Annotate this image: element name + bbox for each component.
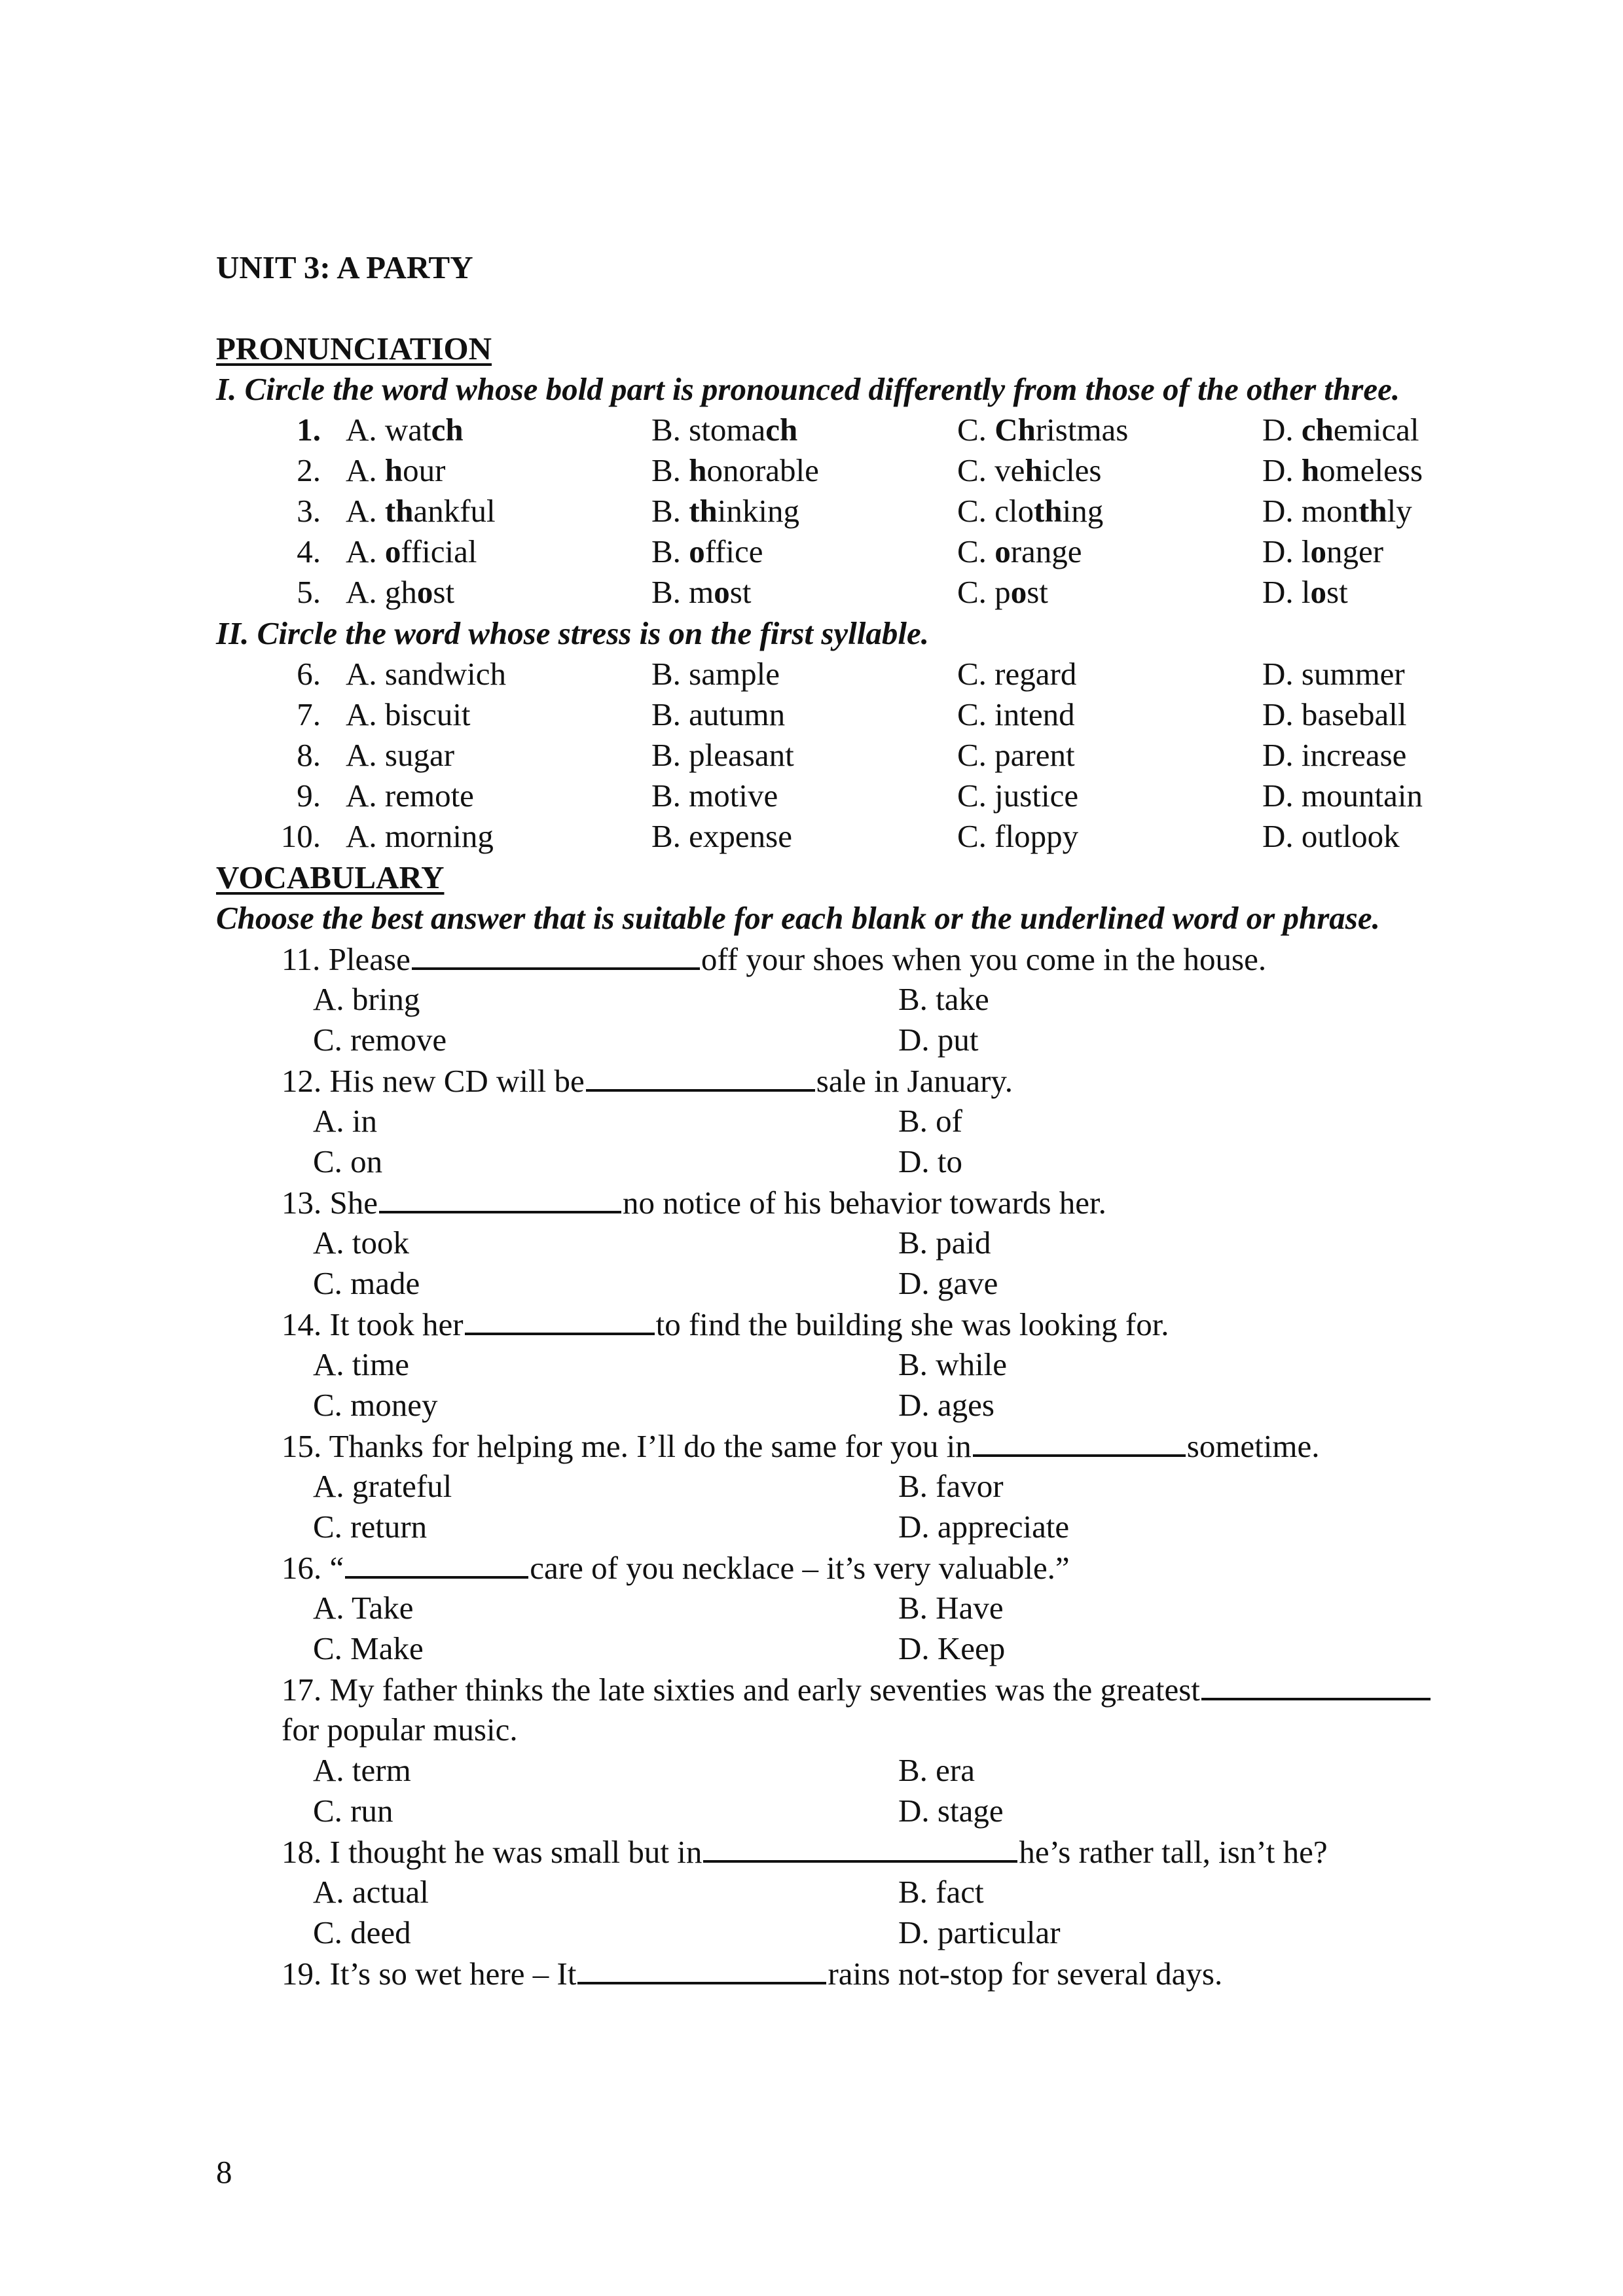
answer-option: C. regard bbox=[957, 656, 1077, 692]
stem-text: 19. It’s so wet here – It bbox=[282, 1956, 577, 1992]
answer-option: B. while bbox=[898, 1346, 1008, 1382]
answer-option bbox=[346, 491, 496, 531]
option-text: ankful bbox=[413, 493, 496, 529]
answer-option: A. Take bbox=[313, 1590, 414, 1626]
answer-option: A. sugar bbox=[346, 737, 455, 773]
answer-option: D. to bbox=[898, 1143, 962, 1179]
bold-letters: h bbox=[689, 452, 707, 488]
bold-letters: o bbox=[994, 533, 1011, 569]
answer-option: C. made bbox=[313, 1265, 420, 1301]
answer-option: A. biscuit bbox=[346, 696, 471, 732]
answer-option: C. on bbox=[313, 1143, 383, 1179]
answer-option bbox=[651, 410, 797, 450]
option-text: D. l bbox=[1262, 533, 1311, 569]
bold-letters: o bbox=[1310, 574, 1326, 610]
answer-option: D. put bbox=[898, 1022, 979, 1058]
answer-option: C. run bbox=[313, 1793, 393, 1829]
question-stem bbox=[282, 1953, 1222, 1994]
option-text: B. bbox=[651, 493, 689, 529]
option-text: icles bbox=[1042, 452, 1102, 488]
answer-option: D. Keep bbox=[898, 1630, 1006, 1666]
answer-option: D. stage bbox=[898, 1793, 1004, 1829]
answer-option: D. gave bbox=[898, 1265, 998, 1301]
answer-option: C. Make bbox=[313, 1630, 424, 1666]
answer-option bbox=[1262, 572, 1348, 613]
question-number: 1. bbox=[297, 412, 321, 448]
answer-option: D. ages bbox=[898, 1387, 994, 1423]
bold-letters: th bbox=[384, 493, 414, 529]
option-text: st bbox=[1326, 574, 1348, 610]
stem-text: 11. Please bbox=[282, 941, 410, 977]
question-stem bbox=[282, 939, 1266, 980]
answer-option: C. intend bbox=[957, 696, 1075, 732]
question-number: 8. bbox=[297, 737, 321, 773]
answer-option: B. take bbox=[898, 981, 989, 1017]
question-stem bbox=[282, 1182, 1106, 1223]
option-text: D. bbox=[1262, 452, 1302, 488]
stem-text: to find the building she was looking for. bbox=[655, 1306, 1169, 1342]
answer-blank[interactable] bbox=[465, 1304, 655, 1335]
option-text: ristmas bbox=[1035, 412, 1129, 448]
stem-text: no notice of his behavior towards her. bbox=[623, 1185, 1106, 1221]
option-text: A. bbox=[346, 452, 385, 488]
page-number: 8 bbox=[216, 2154, 232, 2190]
answer-option: D. mountain bbox=[1262, 778, 1423, 814]
answer-option bbox=[1262, 410, 1419, 450]
option-text: D. bbox=[1262, 412, 1302, 448]
question-number: 4. bbox=[297, 533, 321, 569]
stem-text: rains not-stop for several days. bbox=[828, 1956, 1223, 1992]
answer-option: B. motive bbox=[651, 778, 778, 814]
option-text: A. wat bbox=[346, 412, 431, 448]
option-text: A. gh bbox=[346, 574, 417, 610]
question-stem-continuation: for popular music. bbox=[282, 1712, 518, 1748]
bold-letters: ch bbox=[431, 412, 464, 448]
option-text: C. ve bbox=[957, 452, 1025, 488]
bold-letters: th bbox=[689, 493, 718, 529]
answer-option: B. fact bbox=[898, 1874, 984, 1910]
answer-option: C. return bbox=[313, 1509, 428, 1545]
option-text: C. bbox=[957, 412, 995, 448]
answer-option: A. took bbox=[313, 1225, 409, 1261]
answer-option: D. summer bbox=[1262, 656, 1405, 692]
answer-option: B. expense bbox=[651, 818, 792, 854]
answer-option: D. appreciate bbox=[898, 1509, 1070, 1545]
option-text: C. clo bbox=[957, 493, 1034, 529]
answer-option: B. paid bbox=[898, 1225, 991, 1261]
option-text: st bbox=[433, 574, 455, 610]
answer-option: A. sandwich bbox=[346, 656, 506, 692]
answer-option: C. parent bbox=[957, 737, 1075, 773]
unit-title: UNIT 3: A PARTY bbox=[216, 249, 473, 285]
option-text: range bbox=[1010, 533, 1082, 569]
question-number: 5. bbox=[297, 574, 321, 610]
option-text: B. bbox=[651, 452, 689, 488]
question-number: 9. bbox=[297, 778, 321, 814]
vocabulary-heading: VOCABULARY bbox=[216, 859, 445, 895]
stem-text: care of you necklace – it’s very valuable.” bbox=[530, 1550, 1070, 1586]
option-text: st bbox=[729, 574, 752, 610]
stem-text: 14. It took her bbox=[282, 1306, 464, 1342]
bold-letters: ch bbox=[765, 412, 798, 448]
answer-option: A. bring bbox=[313, 981, 420, 1017]
option-text: C. bbox=[957, 533, 995, 569]
answer-option: A. term bbox=[313, 1752, 411, 1788]
bold-letters: o bbox=[714, 574, 730, 610]
answer-option bbox=[957, 410, 1128, 450]
question-stem bbox=[282, 1426, 1320, 1467]
option-text: onorable bbox=[706, 452, 819, 488]
stem-text: off your shoes when you come in the house. bbox=[701, 941, 1267, 977]
bold-letters: ch bbox=[1301, 412, 1334, 448]
answer-option bbox=[957, 531, 1082, 572]
bold-letters: th bbox=[1359, 493, 1387, 529]
question-number: 2. bbox=[297, 452, 321, 488]
answer-option: D. increase bbox=[1262, 737, 1407, 773]
answer-option: A. time bbox=[313, 1346, 409, 1382]
bold-letters: h bbox=[1301, 452, 1320, 488]
answer-option: D. particular bbox=[898, 1914, 1061, 1950]
answer-option bbox=[651, 572, 751, 613]
bold-letters: o bbox=[1010, 574, 1027, 610]
answer-option: B. Have bbox=[898, 1590, 1004, 1626]
question-stem bbox=[282, 1547, 1070, 1588]
answer-blank[interactable] bbox=[586, 1060, 815, 1092]
option-text: emical bbox=[1333, 412, 1419, 448]
question-number: 10. bbox=[280, 818, 321, 854]
answer-option: A. grateful bbox=[313, 1468, 452, 1504]
stem-text: 12. His new CD will be bbox=[282, 1063, 585, 1099]
answer-option bbox=[1262, 491, 1412, 531]
answer-blank[interactable] bbox=[345, 1547, 528, 1579]
answer-option bbox=[346, 531, 477, 572]
bold-letters: o bbox=[1310, 533, 1326, 569]
pronunciation-part2-instruction: II. Circle the word whose stress is on the first syllable. bbox=[216, 615, 930, 651]
answer-blank[interactable] bbox=[577, 1953, 826, 1984]
answer-option: B. sample bbox=[651, 656, 780, 692]
stem-text: 13. She bbox=[282, 1185, 378, 1221]
answer-option: A. actual bbox=[313, 1874, 429, 1910]
option-text: inking bbox=[717, 493, 799, 529]
answer-option bbox=[957, 450, 1102, 491]
option-text: B. bbox=[651, 533, 689, 569]
answer-option: C. deed bbox=[313, 1914, 411, 1950]
answer-option bbox=[1262, 450, 1423, 491]
answer-option: B. autumn bbox=[651, 696, 786, 732]
answer-option: C. justice bbox=[957, 778, 1079, 814]
option-text: ing bbox=[1062, 493, 1104, 529]
question-number: 6. bbox=[297, 656, 321, 692]
question-stem bbox=[282, 1304, 1169, 1345]
option-text: nger bbox=[1326, 533, 1384, 569]
bold-letters: Ch bbox=[994, 412, 1036, 448]
question-stem bbox=[282, 1669, 1432, 1710]
answer-option: C. remove bbox=[313, 1022, 447, 1058]
option-text: D. mon bbox=[1262, 493, 1359, 529]
pronunciation-heading: PRONUNCIATION bbox=[216, 331, 492, 367]
answer-option bbox=[346, 410, 464, 450]
stem-text: sometime. bbox=[1186, 1428, 1320, 1464]
stem-text: 17. My father thinks the late sixties and early seventies was the greatest bbox=[282, 1672, 1200, 1708]
option-text: C. p bbox=[957, 574, 1011, 610]
bold-letters: o bbox=[689, 533, 705, 569]
vocabulary-instruction: Choose the best answer that is suitable for each blank or the underlined word or phrase. bbox=[216, 900, 1380, 936]
answer-blank[interactable] bbox=[703, 1831, 1017, 1863]
answer-option: A. remote bbox=[346, 778, 474, 814]
option-text: fficial bbox=[401, 533, 477, 569]
option-text: B. m bbox=[651, 574, 714, 610]
option-text: omeless bbox=[1319, 452, 1423, 488]
option-text: ffice bbox=[704, 533, 763, 569]
answer-option: D. outlook bbox=[1262, 818, 1400, 854]
answer-option: C. money bbox=[313, 1387, 438, 1423]
answer-option bbox=[1262, 531, 1383, 572]
stem-text: he’s rather tall, isn’t he? bbox=[1019, 1834, 1328, 1870]
answer-option: A. morning bbox=[346, 818, 494, 854]
bold-letters: th bbox=[1034, 493, 1063, 529]
answer-option: B. era bbox=[898, 1752, 975, 1788]
answer-blank[interactable] bbox=[1201, 1669, 1431, 1700]
stem-text: 15. Thanks for helping me. I’ll do the same for you in bbox=[282, 1428, 972, 1464]
answer-option: B. favor bbox=[898, 1468, 1004, 1504]
answer-option: B. pleasant bbox=[651, 737, 794, 773]
option-text: our bbox=[403, 452, 446, 488]
answer-option: C. floppy bbox=[957, 818, 1079, 854]
answer-option bbox=[651, 450, 819, 491]
answer-option bbox=[651, 531, 763, 572]
option-text: D. l bbox=[1262, 574, 1311, 610]
answer-option bbox=[651, 491, 799, 531]
bold-letters: o bbox=[416, 574, 433, 610]
answer-option: D. baseball bbox=[1262, 696, 1407, 732]
stem-text: 18. I thought he was small but in bbox=[282, 1834, 702, 1870]
answer-option bbox=[957, 491, 1103, 531]
question-stem bbox=[282, 1831, 1328, 1873]
stem-text: 16. “ bbox=[282, 1550, 344, 1586]
option-text: st bbox=[1027, 574, 1048, 610]
answer-option bbox=[346, 450, 445, 491]
pronunciation-part1-instruction: I. Circle the word whose bold part is pronounced differently from those of the other three. bbox=[216, 371, 1400, 407]
bold-letters: o bbox=[384, 533, 401, 569]
answer-option bbox=[957, 572, 1048, 613]
answer-option bbox=[346, 572, 454, 613]
answer-blank[interactable] bbox=[379, 1182, 621, 1213]
question-stem bbox=[282, 1060, 1013, 1102]
answer-option: B. of bbox=[898, 1103, 962, 1139]
question-number: 7. bbox=[297, 696, 321, 732]
bold-letters: h bbox=[384, 452, 403, 488]
answer-option: A. in bbox=[313, 1103, 377, 1139]
bold-letters: h bbox=[1025, 452, 1043, 488]
option-text: B. stoma bbox=[651, 412, 766, 448]
answer-blank[interactable] bbox=[412, 939, 700, 970]
question-number: 3. bbox=[297, 493, 321, 529]
option-text: A. bbox=[346, 533, 385, 569]
option-text: A. bbox=[346, 493, 385, 529]
stem-text: sale in January. bbox=[816, 1063, 1013, 1099]
answer-blank[interactable] bbox=[973, 1426, 1186, 1457]
option-text: ly bbox=[1387, 493, 1412, 529]
